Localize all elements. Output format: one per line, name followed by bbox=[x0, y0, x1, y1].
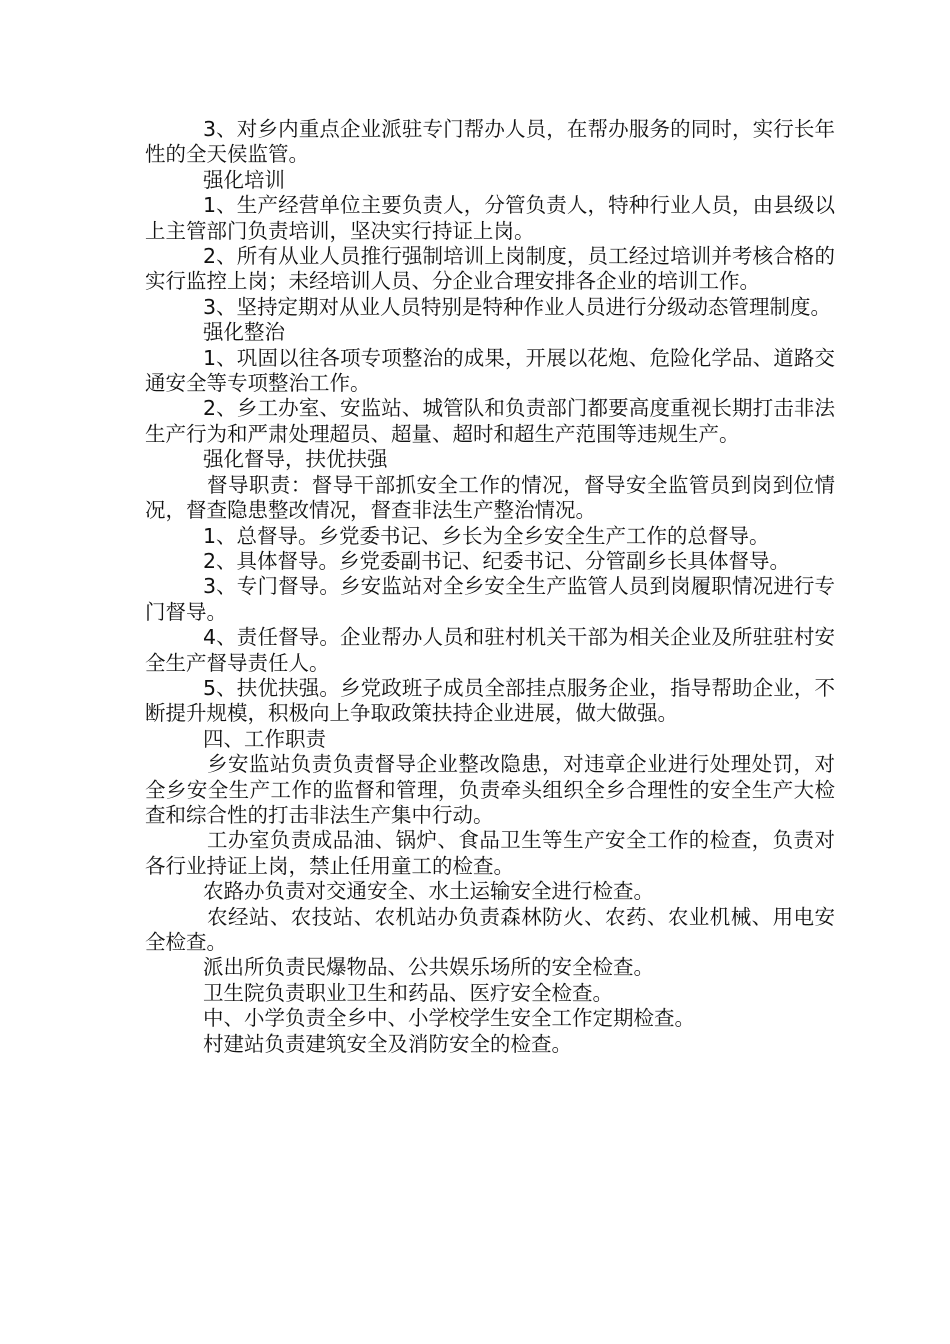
paragraph-item: 3、专门督导。乡安监站对全乡安全生产监管人员到岗履职情况进行专门督导。 bbox=[145, 574, 835, 624]
document-body bbox=[145, 117, 835, 1057]
paragraph-item: 1、巩固以往各项专项整治的成果，开展以花炮、危险化学品、道路交通安全等专项整治工作。 bbox=[145, 345, 835, 396]
paragraph-item: 3、对乡内重点企业派驻专门帮办人员，在帮办服务的同时，实行长年性的全天侯监管。 bbox=[145, 117, 835, 167]
paragraph-item: 5、扶优扶强。乡党政班子成员全部挂点服务企业，指导帮助企业，不断提升规模，积极向上争取政策扶持企业进展，做大做强。 bbox=[145, 675, 835, 726]
section-heading: 四、工作职责 bbox=[203, 726, 326, 751]
paragraph-item: 中、小学负责全乡中、小学校学生安全工作定期检查。 bbox=[203, 1006, 695, 1031]
paragraph-item: 农经站、农技站、农机站办负责森林防火、农药、农业机械、用电安全检查。 bbox=[145, 904, 835, 954]
paragraph-item: 农路办负责对交通安全、水土运输安全进行检查。 bbox=[203, 879, 654, 904]
paragraph-item: 1、生产经营单位主要负责人，分管负责人，特种行业人员，由县级以上主管部门负责培训，坚决实行持证上岗。 bbox=[145, 193, 835, 243]
paragraph-item: 派出所负责民爆物品、公共娱乐场所的安全检查。 bbox=[203, 955, 654, 980]
paragraph-item: 工办室负责成品油、锅炉、食品卫生等生产安全工作的检查，负责对各行业持证上岗，禁止任用童工的检查。 bbox=[145, 828, 835, 878]
paragraph-item: 2、乡工办室、安监站、城管队和负责部门都要高度重视长期打击非法生产行为和严肃处理超员、超量、超时和超生产范围等违规生产。 bbox=[145, 396, 835, 446]
section-heading: 强化整治 bbox=[203, 320, 285, 345]
paragraph-item: 乡安监站负责负责督导企业整改隐患，对违章企业进行处理处罚，对全乡安全生产工作的监督和管理，负责牵头组织全乡合理性的安全生产大检查和综合性的打击非法生产集中行动。 bbox=[145, 752, 835, 827]
paragraph-item: 督导职责：督导干部抓安全工作的情况，督导安全监管员到岗到位情况，督查隐患整改情况，督查非法生产整治情况。 bbox=[145, 472, 835, 523]
paragraph-item: 村建站负责建筑安全及消防安全的检查。 bbox=[203, 1031, 572, 1056]
section-heading: 强化督导，扶优扶强 bbox=[203, 447, 388, 472]
paragraph-item: 2、所有从业人员推行强制培训上岗制度，员工经过培训并考核合格的实行监控上岗；未经培训人员、分企业合理安排各企业的培训工作。 bbox=[145, 244, 835, 294]
paragraph-item: 卫生院负责职业卫生和药品、医疗安全检查。 bbox=[203, 980, 613, 1005]
paragraph-item: 2、具体督导。乡党委副书记、纪委书记、分管副乡长具体督导。 bbox=[203, 548, 791, 573]
paragraph-item: 1、总督导。乡党委书记、乡长为全乡安全生产工作的总督导。 bbox=[203, 523, 770, 548]
section-heading: 强化培训 bbox=[203, 167, 285, 192]
paragraph-item: 4、责任督导。企业帮办人员和驻村机关干部为相关企业及所驻驻村安全生产督导责任人。 bbox=[145, 625, 835, 675]
paragraph-item: 3、坚持定期对从业人员特别是特种作业人员进行分级动态管理制度。 bbox=[203, 294, 832, 319]
